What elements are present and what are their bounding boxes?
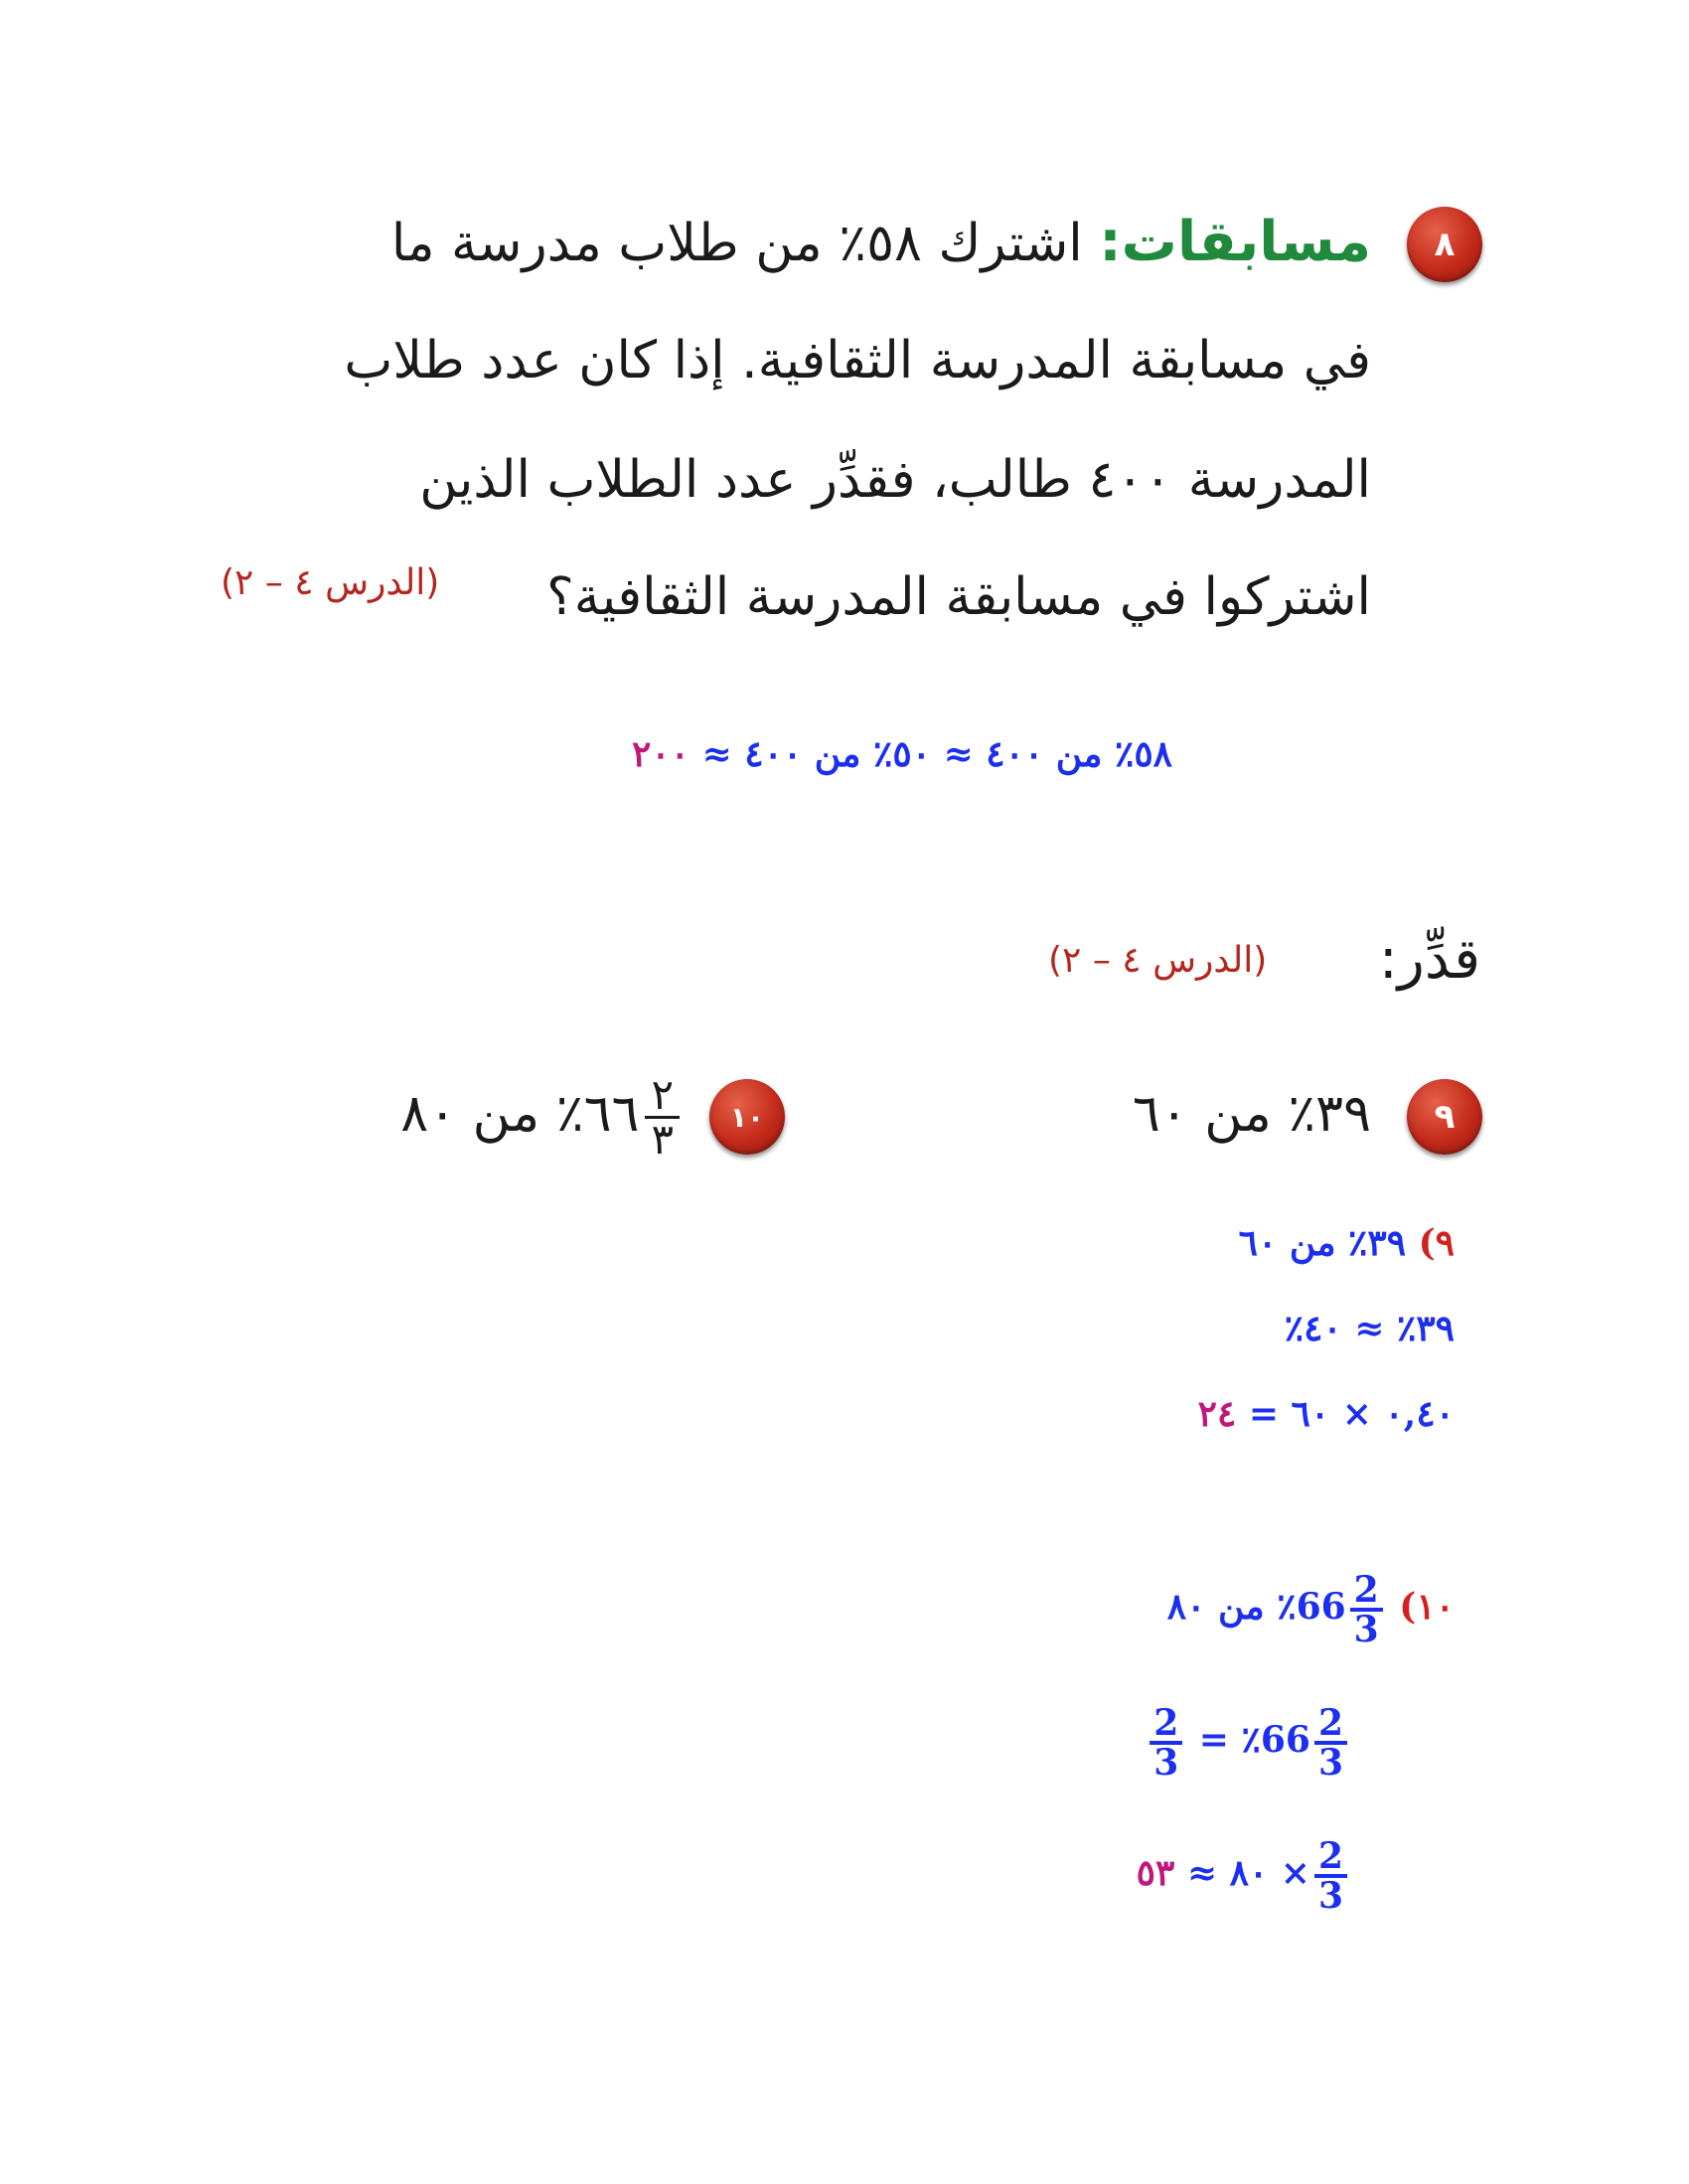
solution-10-line-2: 66 $\frac{2}{3}$ ٪ = $\frac{2}{3}$ <box>1146 1705 1351 1781</box>
solution-9-line-1: ٩) ٣٩٪ من ٦٠ <box>1238 1222 1455 1264</box>
solution-9-label: ٩) <box>1418 1222 1455 1264</box>
solution-9-answer: ٢٤ <box>1197 1393 1237 1435</box>
solution-10-answer: ٥٣ <box>1136 1852 1175 1894</box>
solution-10-line-1: ١٠) 66 $\frac{2}{3}$ ٪ من ٨٠ <box>1166 1569 1455 1650</box>
problem-8-line-1: مسابقات: اشترك ٥٨٪ من طلاب مدرسة ما <box>390 210 1371 274</box>
solution-9-line-3: ٠,٤٠ × ٦٠ = ٢٤ <box>1197 1393 1455 1435</box>
problem-8-line-2: في مسابقة المدرسة الثقافية. إذا كان عدد طلاب <box>344 331 1371 390</box>
solution-10-label: ١٠) <box>1399 1586 1455 1628</box>
problem-number-badge: ٩ <box>1407 1079 1482 1155</box>
fraction: $\frac{2}{3}$ <box>1314 1838 1347 1914</box>
mixed-number: 66 $\frac{2}{3}$ <box>1297 1572 1387 1647</box>
problem-8-line-4: اشتركوا في مسابقة المدرسة الثقافية؟ <box>546 567 1371 627</box>
estimate-lesson-ref: (الدرس ٤ – ٢) <box>1048 940 1268 981</box>
solution-10-line-3: $\frac{2}{3}$ × ٨٠ ≈ ٥٣ <box>1137 1838 1351 1914</box>
problem-8-lesson-ref: (الدرس ٤ – ٢) <box>221 562 440 603</box>
problem-10-fraction: $\frac{٢}{٣}$ <box>645 1074 680 1161</box>
estimate-heading: قدِّر: <box>1378 927 1480 992</box>
solution-9-line-2: ٣٩٪ ≈ ٤٠٪ <box>1284 1308 1455 1349</box>
problem-9-text: ٣٩٪ من ٦٠ <box>1132 1084 1371 1144</box>
fraction: $\frac{2}{3}$ <box>1150 1705 1182 1781</box>
solution-8-answer: ٢٠٠ <box>631 733 690 775</box>
problem-number-badge: ٨ <box>1407 207 1482 282</box>
problem-8-keyword: مسابقات: <box>1099 210 1371 274</box>
problem-8-line-3: المدرسة ٤٠٠ طالب، فقدِّر عدد الطلاب الذين <box>419 450 1371 510</box>
solution-8: ٥٨٪ من ٤٠٠ ≈ ٥٠٪ من ٤٠٠ ≈ ٢٠٠ <box>631 733 1172 775</box>
problem-10-text: $\frac{٢}{٣}$ ٦٦٪ من ٨٠ <box>400 1057 686 1171</box>
problem-number-badge: ١٠ <box>709 1079 785 1155</box>
mixed-number: 66 $\frac{2}{3}$ <box>1261 1705 1351 1781</box>
